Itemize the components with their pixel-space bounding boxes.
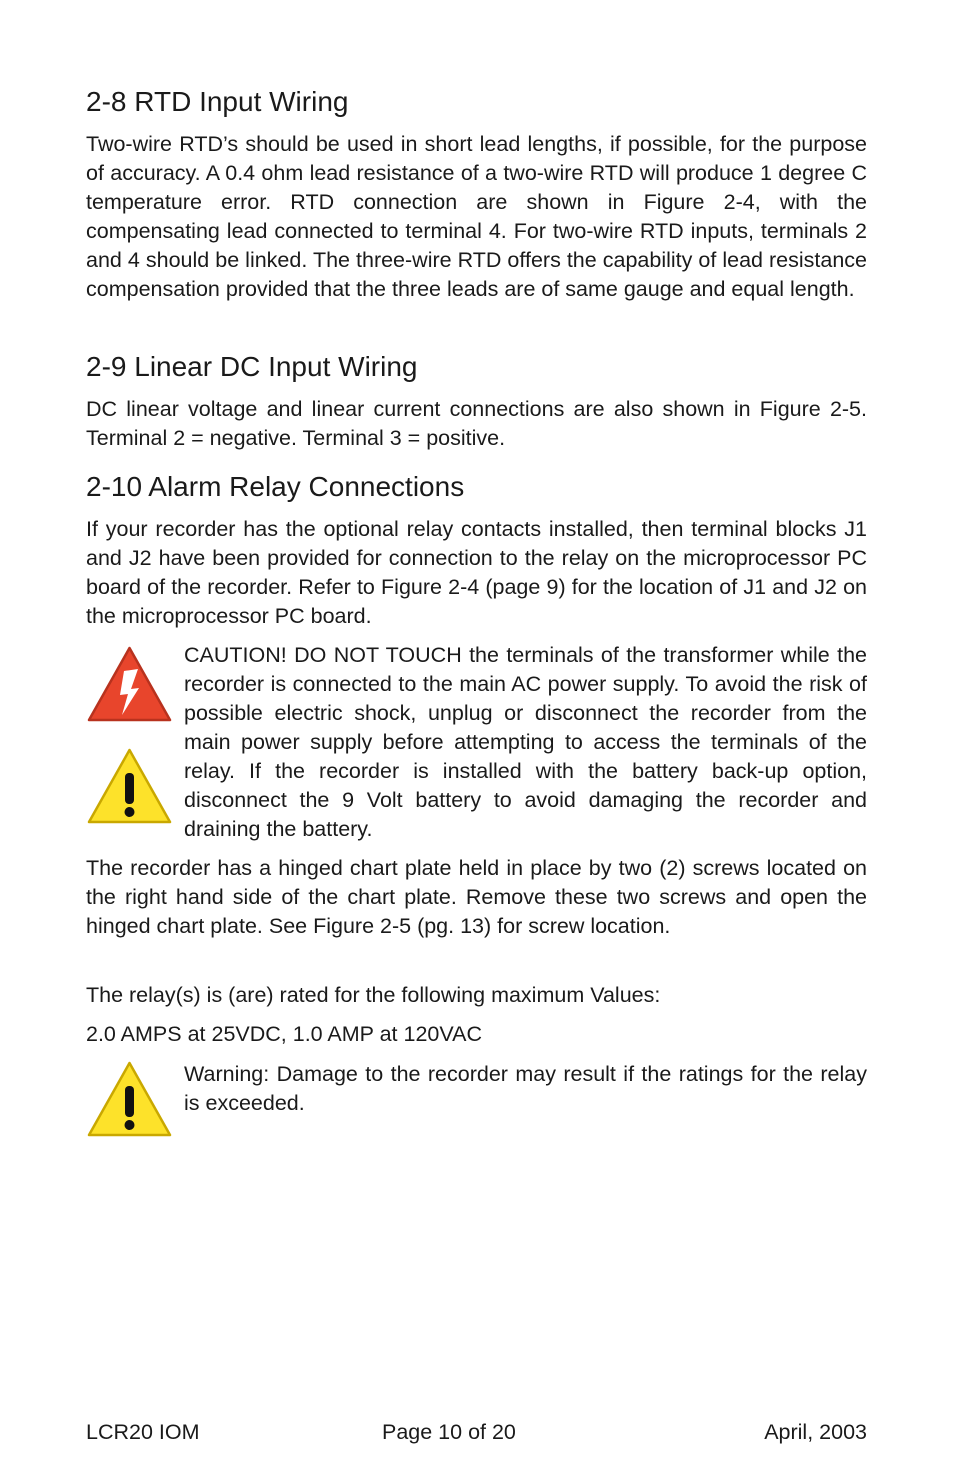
warning-icon bbox=[86, 1060, 173, 1138]
section-heading-linear-dc: 2-9 Linear DC Input Wiring bbox=[86, 351, 418, 382]
hinge-paragraph: The recorder has a hinged chart plate held in place by two (2) screws located on the right hand side of the chart plate. Remove these two screws and open the hinged chart plate. See Figure 2-5 (pg. 13) for screw location. bbox=[86, 856, 867, 938]
section-body-alarm-relay-intro: If your recorder has the optional relay contacts installed, then terminal blocks J1 and J2 have been provided for connection to the relay on the microprocessor PC board of the recorder. Refer to Figure 2-4 (page 9) for the location of J1 and J2 on the microprocessor PC board. bbox=[86, 517, 867, 628]
section-body-rtd: Two-wire RTD’s should be used in short lead lengths, if possible, for the purpose of accuracy. A 0.4 ohm lead resistance of a two-wire RTD will produce 1 degree C temperature error. RTD connection are shown in Figure 2-4, with the compensating lead connected to terminal 4. For two-wire RTD inputs, terminals 2 and 4 should be linked. The three-wire RTD offers the capability of lead resistance compensation provided that the three leads are of same gauge and equal length. bbox=[86, 132, 867, 301]
footer-doc-id: LCR20 IOM bbox=[86, 1420, 200, 1444]
section-heading-rtd: 2-8 RTD Input Wiring bbox=[86, 86, 349, 117]
warning-icon bbox=[86, 747, 173, 825]
page-footer bbox=[86, 1418, 867, 1448]
electric-shock-icon bbox=[86, 645, 173, 723]
rating-values: 2.0 AMPS at 25VDC, 1.0 AMP at 120VAC bbox=[86, 1022, 482, 1046]
section-heading-alarm-relay: 2-10 Alarm Relay Connections bbox=[86, 471, 465, 502]
section-body-linear-dc: DC linear voltage and linear current connections are also shown in Figure 2-5. Terminal 2 = negative. Terminal 3 = positive. bbox=[86, 397, 867, 450]
rating-intro: The relay(s) is (are) rated for the following maximum Values: bbox=[86, 983, 661, 1007]
caution-text: CAUTION! DO NOT TOUCH the terminals of the transformer while the recorder is connected to the main AC power supply. To avoid the risk of possible electric shock, unplug or disconnect the recorder from the main power supply before attempting to access the terminals of the relay. If the recorder is installed with the battery back-up option, disconnect the 9 Volt battery to avoid damaging the recorder and draining the battery. bbox=[184, 643, 867, 841]
footer-date: April, 2003 bbox=[764, 1420, 867, 1444]
caution-block bbox=[86, 641, 867, 841]
footer-page-number: Page 10 of 20 bbox=[382, 1420, 516, 1444]
warning-text: Warning: Damage to the recorder may result if the ratings for the relay is exceeded. bbox=[184, 1062, 867, 1115]
warning-block bbox=[86, 1060, 867, 1140]
